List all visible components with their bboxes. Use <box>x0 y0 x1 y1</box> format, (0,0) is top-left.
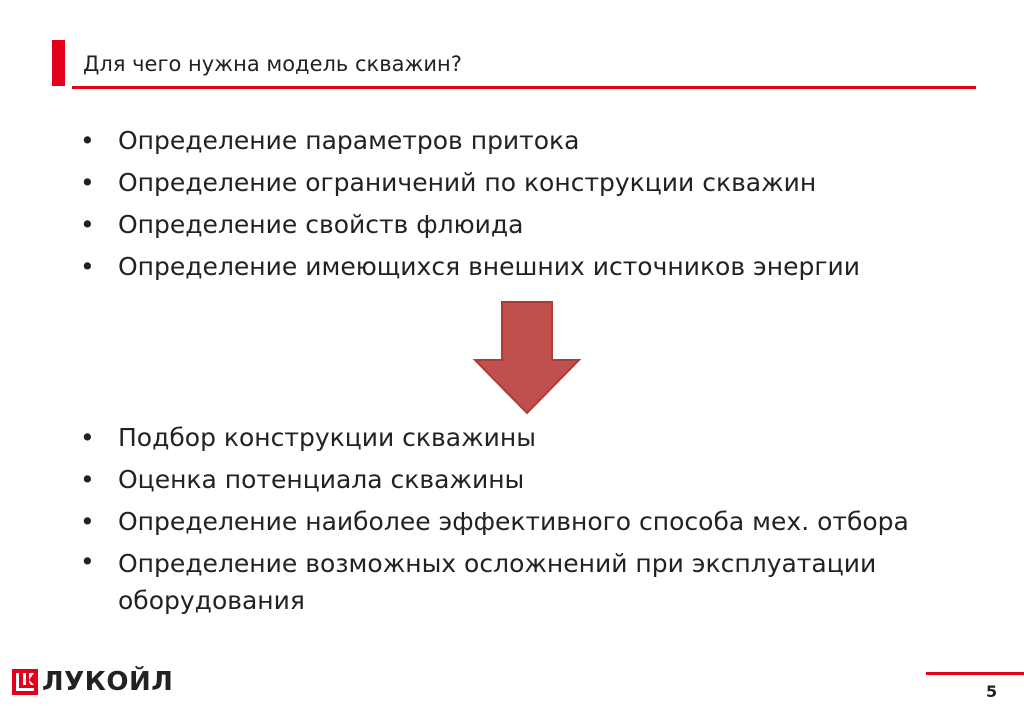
company-logo <box>12 667 173 697</box>
title-accent-bar <box>52 40 65 86</box>
page-number: 5 <box>986 682 998 701</box>
list-item-text: Определение ограничений по конструкции скважин <box>118 168 817 197</box>
list-item <box>80 501 948 543</box>
input-list <box>80 120 860 288</box>
bullet-icon: • <box>80 507 95 536</box>
footer-accent-line <box>926 672 1024 675</box>
list-item-text: Определение наиболее эффективного способа мех. отбора <box>118 507 909 536</box>
logo-text: ЛУКОЙЛ <box>42 667 174 697</box>
list-item-text: Определение свойств флюида <box>118 210 524 239</box>
bullet-icon: • <box>80 423 95 452</box>
list-item <box>80 459 948 501</box>
bullet-icon: • <box>80 547 95 576</box>
lukoil-emblem-icon <box>12 669 38 695</box>
bullet-icon: • <box>80 126 95 155</box>
slide-title: Для чего нужна модель скважин? <box>83 52 462 76</box>
list-item <box>80 120 860 162</box>
output-list <box>80 417 948 619</box>
list-item <box>80 246 860 288</box>
title-underline <box>72 86 976 89</box>
bullet-icon: • <box>80 465 95 494</box>
list-item <box>80 162 860 204</box>
list-item-text: Оценка потенциала скважины <box>118 465 525 494</box>
bullet-icon: • <box>80 210 95 239</box>
bullet-icon: • <box>80 168 95 197</box>
down-arrow-icon <box>472 300 582 416</box>
list-item <box>80 543 948 619</box>
list-item-text: Подбор конструкции скважины <box>118 423 536 452</box>
list-item-text: Определение параметров притока <box>118 126 580 155</box>
list-item-text: Определение имеющихся внешних источников энергии <box>118 252 860 281</box>
list-item-text: Определение возможных осложнений при эксплуатации оборудования <box>118 549 877 615</box>
list-item <box>80 204 860 246</box>
bullet-icon: • <box>80 252 95 281</box>
list-item <box>80 417 948 459</box>
